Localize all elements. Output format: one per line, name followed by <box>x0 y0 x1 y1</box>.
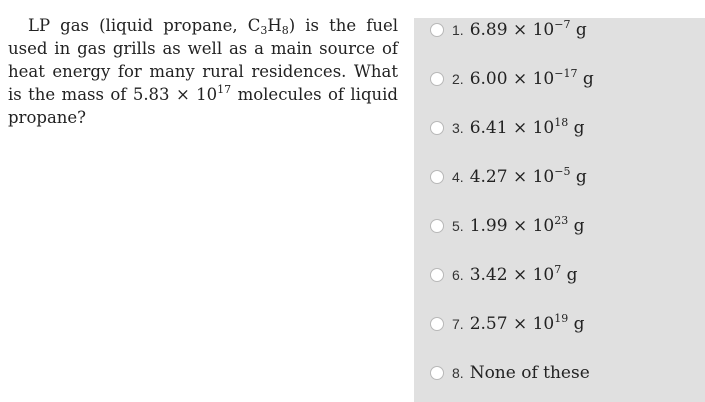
option-mantissa: 6.89 × 10 <box>469 20 555 40</box>
option-unit: g <box>568 118 585 138</box>
option-value <box>470 216 585 236</box>
option-unit: g <box>561 265 578 285</box>
option-mantissa: 3.42 × 10 <box>469 265 555 285</box>
option-unit: g <box>568 216 585 236</box>
option-mantissa: 1.99 × 10 <box>469 216 555 236</box>
answer-option-3[interactable] <box>414 113 705 143</box>
option-unit: g <box>577 69 594 89</box>
question-exponent: 17 <box>217 83 232 96</box>
answer-option-7[interactable] <box>414 309 705 339</box>
option-value <box>470 20 587 40</box>
radio-icon[interactable] <box>430 170 444 184</box>
option-value <box>470 314 585 334</box>
radio-icon[interactable] <box>430 23 444 37</box>
answer-options-panel <box>414 18 705 402</box>
answer-option-8[interactable] <box>414 358 705 388</box>
answer-option-6[interactable] <box>414 260 705 290</box>
option-value <box>470 265 578 285</box>
option-value: None of these <box>469 363 590 383</box>
answer-option-2[interactable] <box>414 64 705 94</box>
question-intro: LP gas (liquid propane, C <box>28 16 261 35</box>
option-unit: g <box>570 167 587 187</box>
question-end: molecules of liquid propane? <box>8 85 398 127</box>
option-exponent: 19 <box>554 312 569 325</box>
radio-icon[interactable] <box>430 268 444 282</box>
option-mantissa: 2.57 × 10 <box>469 314 555 334</box>
answer-option-1[interactable] <box>414 15 705 45</box>
option-exponent: 18 <box>554 116 569 129</box>
question-subscript-h: 8 <box>281 24 289 37</box>
question-text <box>8 14 398 129</box>
option-exponent: −17 <box>554 67 578 80</box>
option-number: 4. <box>452 169 464 185</box>
option-exponent: 23 <box>554 214 569 227</box>
option-number: 1. <box>452 22 464 38</box>
option-number: 3. <box>452 120 464 136</box>
option-number: 2. <box>452 71 464 87</box>
option-value <box>470 69 594 89</box>
option-exponent: −7 <box>554 18 571 31</box>
radio-icon[interactable] <box>430 366 444 380</box>
radio-icon[interactable] <box>430 72 444 86</box>
option-mantissa: 6.00 × 10 <box>469 69 555 89</box>
option-exponent: −5 <box>554 165 571 178</box>
radio-icon[interactable] <box>430 317 444 331</box>
option-unit: g <box>568 314 585 334</box>
radio-icon[interactable] <box>430 121 444 135</box>
option-value <box>470 167 587 187</box>
answer-option-5[interactable] <box>414 211 705 241</box>
option-number: 7. <box>452 316 464 332</box>
option-unit: g <box>570 20 587 40</box>
option-number: 6. <box>452 267 464 283</box>
option-mantissa: 4.27 × 10 <box>469 167 555 187</box>
question-middle: ) is the fuel used in gas grills as well as a main source of heat energy for many rural residences. What is the mass of 5.83 × 10 <box>8 16 398 104</box>
option-number: 8. <box>452 365 464 381</box>
question-h: H <box>267 16 282 35</box>
question-subscript-c: 3 <box>260 24 268 37</box>
option-mantissa: 6.41 × 10 <box>469 118 555 138</box>
option-exponent: 7 <box>554 263 562 276</box>
option-number: 5. <box>452 218 464 234</box>
radio-icon[interactable] <box>430 219 444 233</box>
answer-option-4[interactable] <box>414 162 705 192</box>
option-value <box>470 118 585 138</box>
